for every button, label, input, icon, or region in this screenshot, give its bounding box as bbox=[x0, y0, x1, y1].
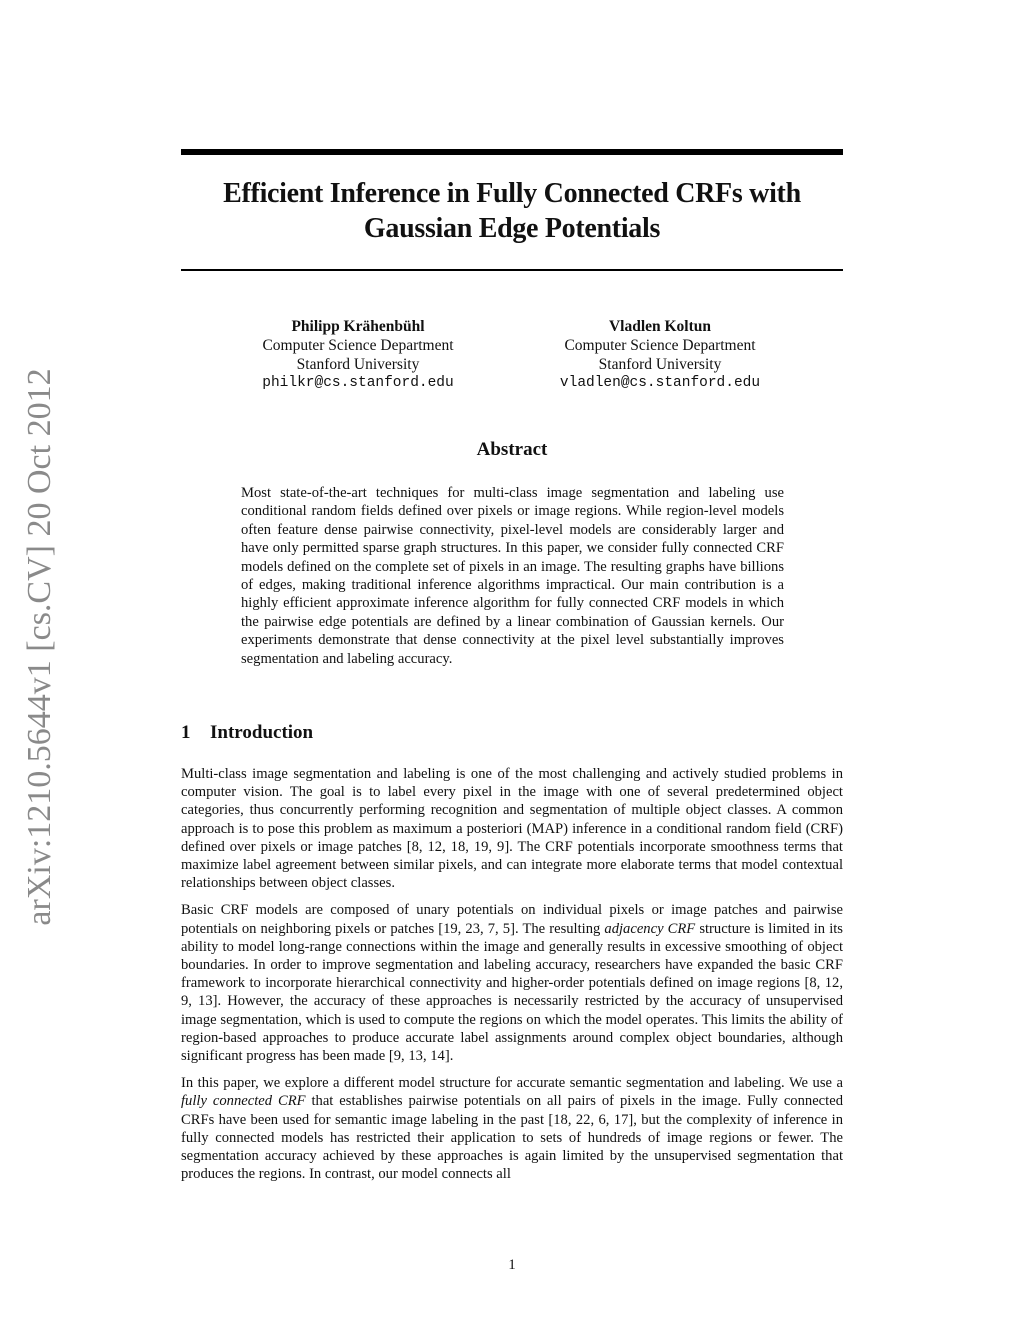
paragraph-3 bbox=[181, 1074, 843, 1183]
paragraph-1: Multi-class image segmentation and labeling is one of the most challenging and actively studied problems in computer vision. The goal is to label every pixel in the image with one of several predetermined object categories, thus concurrently performing recognition and segmentation of multiple object classes. A common approach is to pose this problem as maximum a posteriori (MAP) inference in a conditional random field (CRF) defined over pixels or image patches [8, 12, 18, 19, 9]. The CRF potentials incorporate smoothness terms that maximize label agreement between similar pixels, and can integrate more elaborate terms that model contextual relationships between object classes. bbox=[181, 766, 843, 892]
paragraph-2 bbox=[181, 901, 843, 1065]
author-university: Stanford University bbox=[296, 356, 420, 373]
abstract-text: Most state-of-the-art techniques for multi-class image segmentation and labeling use conditional random fields defined over pixels or image regions. While region-level models often feature dense pairwise connectivity, pixel-level models are considerably larger and have only permitted sparse graph structures. In this paper, we consider fully connected CRF models defined on the complete set of pixels in an image. The resulting graphs have billions of edges, making traditional inference algorithms impractical. Our main contribution is a highly efficient approximate inference algorithm for fully connected CRF models in which the pairwise edge potentials are defined by a linear combination of Gaussian kernels. Our experiments demonstrate that dense connectivity at the pixel level substantially improves segmentation and labeling accuracy. bbox=[241, 485, 784, 667]
title-bottom-rule bbox=[181, 269, 843, 271]
author-block-2 bbox=[510, 317, 810, 393]
section-heading bbox=[181, 722, 313, 744]
author-email[interactable]: vladlen@cs.stanford.edu bbox=[559, 375, 761, 391]
author-block-1 bbox=[208, 317, 508, 393]
author-university: Stanford University bbox=[598, 356, 722, 373]
page-number: 1 bbox=[508, 1257, 516, 1273]
paper-title: Efficient Inference in Fully Connected CRFs with Gaussian Edge Potentials bbox=[223, 178, 801, 244]
author-name: Vladlen Koltun bbox=[608, 318, 712, 335]
abstract-heading: Abstract bbox=[476, 439, 548, 460]
paragraph-text: that establishes pairwise potentials on all pairs of pixels in the image. Fully connected CRFs have been used for semantic image labeling in the past [18, 22, 6, 17], but the complexity of inference in fully connected models has restricted their application to sets of hundreds of image regions or fewer. The segmentation accuracy achieved by these approaches is again limited by the unsupervised segmentation that produces the regions. In contrast, our model connects all bbox=[181, 1093, 843, 1183]
emphasis-term: fully connected CRF bbox=[181, 1093, 306, 1110]
section-number: 1 bbox=[181, 722, 191, 743]
introduction-body bbox=[181, 765, 843, 1192]
emphasis-term: adjacency CRF bbox=[604, 920, 696, 937]
paragraph-text: In this paper, we explore a different model structure for accurate semantic segmentation and labeling. We use a bbox=[181, 1075, 843, 1092]
author-department: Computer Science Department bbox=[564, 337, 756, 354]
title-top-rule bbox=[181, 149, 843, 155]
paragraph-text: Basic CRF models are composed of unary potentials on individual pixels or image patches and pairwise potentials on neighboring pixels or patches [19, 23, 7, 5]. The resulting bbox=[181, 902, 843, 937]
arxiv-identifier: arXiv:1210.5644v1 [cs.CV] 20 Oct 2012 bbox=[21, 368, 58, 926]
author-email[interactable]: philkr@cs.stanford.edu bbox=[262, 375, 454, 391]
paragraph-text: structure is limited in its ability to model long-range connections within the image and generally results in excessive smoothing of object boundaries. In order to improve segmentation and labeling accuracy, researchers have expanded the basic CRF framework to incorporate hierarchical connectivity and higher-order potentials defined on image regions [8, 12, 9, 13]. However, the accuracy of these approaches is necessarily restricted by the accuracy of unsupervised image segmentation, which is used to compute the regions on which the model operates. This limits the ability of region-based approaches to produce accurate label assignments around complex object boundaries, although significant progress has been made [9, 13, 14]. bbox=[181, 920, 843, 1065]
section-title: Introduction bbox=[210, 722, 314, 743]
author-name: Philipp Krähenbühl bbox=[291, 318, 425, 335]
author-department: Computer Science Department bbox=[262, 337, 454, 354]
